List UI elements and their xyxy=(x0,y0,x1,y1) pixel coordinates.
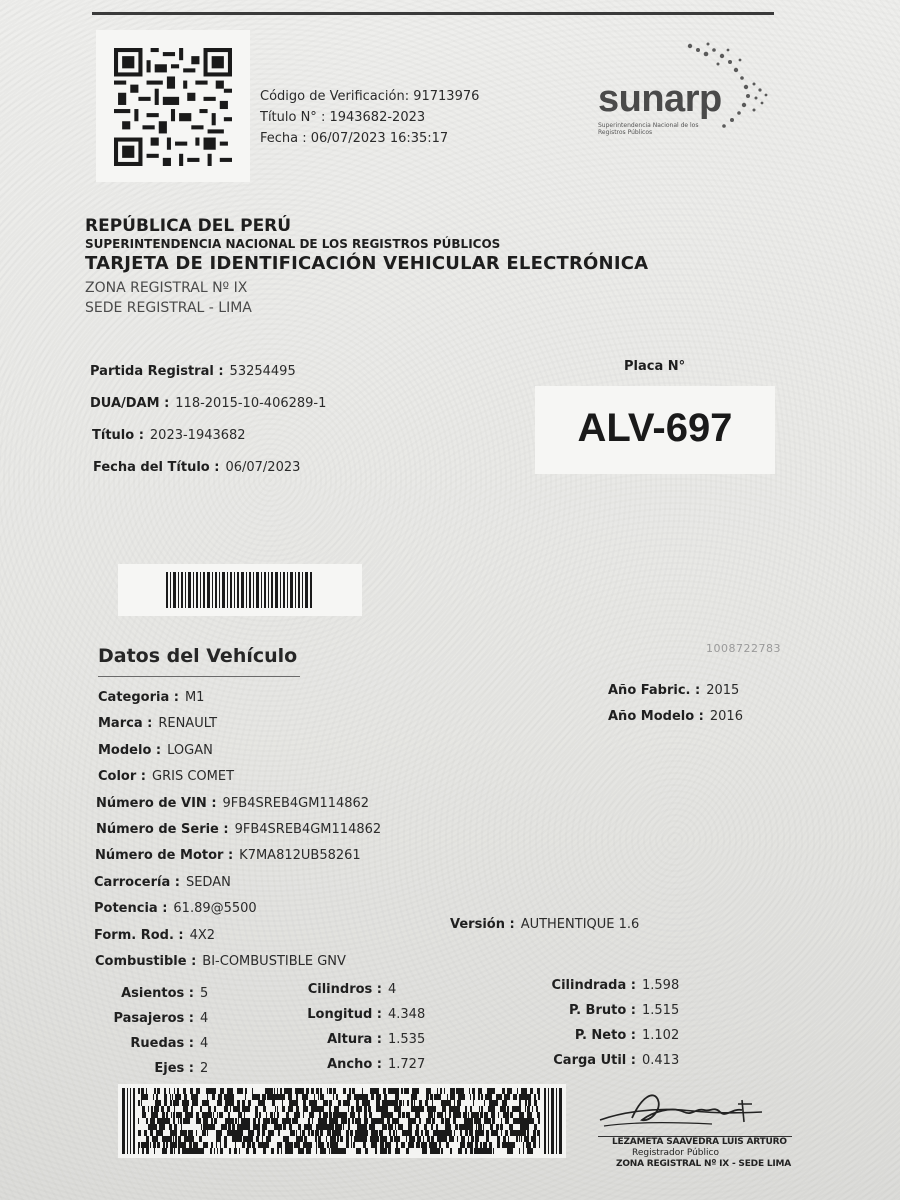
field-label: Ejes : xyxy=(154,1061,194,1076)
field-label: Asientos : xyxy=(121,986,194,1001)
field-label: P. Neto : xyxy=(574,1028,636,1043)
field-value: 2015 xyxy=(706,683,740,698)
field-value: 61.89@5500 xyxy=(173,901,257,917)
small-barcode-icon xyxy=(166,572,316,608)
year-field-row xyxy=(608,707,743,733)
field-value: LOGAN xyxy=(167,742,213,758)
field-label: Modelo : xyxy=(98,742,162,758)
document-header xyxy=(85,216,648,316)
field-value: 2 xyxy=(200,1061,209,1076)
field-value: GRIS COMET xyxy=(152,769,235,785)
section-underline xyxy=(98,676,300,677)
vehicle-field-row xyxy=(94,899,381,925)
field-value: 2023-1943682 xyxy=(149,428,246,443)
placa-panel xyxy=(535,386,775,474)
registrar-name: LEZAMETA SAAVEDRA LUIS ARTURO xyxy=(612,1137,787,1147)
field-value: 4 xyxy=(200,1011,209,1026)
sunarp-logo-subtitle: Superintendencia Nacional de los Registros Públicos xyxy=(598,122,699,136)
registrar-role: Registrador Público xyxy=(632,1148,719,1158)
spec-row xyxy=(530,1026,679,1051)
specs-col-1 xyxy=(100,984,208,1084)
spec-row xyxy=(100,1059,208,1084)
field-value: 4.348 xyxy=(388,1007,426,1022)
spec-row xyxy=(530,1001,679,1026)
field-label: Color : xyxy=(98,769,146,785)
vehicle-field-row xyxy=(96,820,381,846)
verification-info xyxy=(260,86,479,149)
large-barcode-panel xyxy=(118,1084,566,1158)
field-value: 4 xyxy=(200,1036,209,1051)
field-label: Ruedas : xyxy=(130,1036,194,1051)
field-label: Marca : xyxy=(98,716,153,732)
spec-row xyxy=(290,1005,425,1030)
field-label: Año Fabric. : xyxy=(608,683,701,698)
field-value: M1 xyxy=(184,690,205,705)
field-value: 9FB4SREB4GM114862 xyxy=(222,795,370,811)
spec-row xyxy=(290,980,425,1005)
verification-title-number: Título N° : 1943682-2023 xyxy=(260,110,426,125)
vehicle-field-row xyxy=(98,767,381,793)
year-fields xyxy=(608,681,743,733)
small-barcode-panel xyxy=(118,564,362,616)
field-label: Fecha del Título : xyxy=(93,460,220,475)
spec-row xyxy=(100,1009,208,1034)
registro-row xyxy=(93,458,326,490)
field-label: Potencia : xyxy=(94,901,168,917)
registro-info xyxy=(90,362,326,490)
field-value: 1.102 xyxy=(642,1028,680,1043)
field-value: 1.598 xyxy=(642,978,680,993)
field-value: RENAULT xyxy=(158,716,218,732)
vehicle-fields xyxy=(94,688,382,978)
spec-row xyxy=(530,1051,679,1076)
placa-value: ALV-697 xyxy=(577,406,733,450)
field-label: Cilindros : xyxy=(307,982,382,997)
vehicle-field-row xyxy=(94,873,381,899)
field-value: 0.413 xyxy=(642,1053,680,1068)
field-label: Número de VIN : xyxy=(96,795,217,811)
superintendencia-heading: SUPERINTENDENCIA NACIONAL DE LOS REGISTROS PÚBLICOS xyxy=(85,237,501,251)
sunarp-logo xyxy=(594,40,794,150)
registrar-zone: ZONA REGISTRAL Nº IX - SEDE LIMA xyxy=(616,1159,792,1169)
field-label: DUA/DAM : xyxy=(90,396,170,411)
field-value: 1.727 xyxy=(388,1057,426,1072)
field-label: Categoria : xyxy=(98,690,179,705)
qr-code-panel xyxy=(96,30,250,182)
vehicle-field-row xyxy=(95,846,381,872)
field-label: Partida Registral : xyxy=(90,364,224,379)
vehicle-field-row xyxy=(96,794,381,820)
field-value: 4X2 xyxy=(189,927,216,943)
field-value: SEDAN xyxy=(185,874,231,890)
spec-row xyxy=(530,976,679,1001)
field-value: 4 xyxy=(388,982,397,997)
zona-registral: ZONA REGISTRAL Nº IX xyxy=(85,280,248,296)
vehicle-field-row xyxy=(98,688,381,714)
vehicle-field-row xyxy=(95,952,381,978)
sunarp-logo-text: sunarp xyxy=(598,78,722,120)
field-value: 2016 xyxy=(709,709,743,724)
field-label: Año Modelo : xyxy=(608,709,704,724)
vehicle-field-row xyxy=(98,714,381,740)
field-value: 53254495 xyxy=(229,364,296,379)
field-label: Cilindrada : xyxy=(551,978,636,993)
field-value: 118-2015-10-406289-1 xyxy=(175,396,327,411)
verification-date: Fecha : 06/07/2023 16:35:17 xyxy=(260,131,449,146)
pdf417-barcode-icon xyxy=(122,1088,562,1154)
vehicle-section-title: Datos del Vehículo xyxy=(98,645,298,667)
signature-block xyxy=(592,1082,800,1182)
spec-row xyxy=(100,984,208,1009)
field-label: Título : xyxy=(92,428,144,443)
field-label: Número de Serie : xyxy=(96,821,229,837)
field-value: 1.515 xyxy=(642,1003,680,1018)
specs-col-2 xyxy=(290,980,425,1080)
spec-row xyxy=(100,1034,208,1059)
field-label: Carrocería : xyxy=(94,874,180,890)
vehicle-field-row xyxy=(98,741,381,767)
field-value: BI-COMBUSTIBLE GNV xyxy=(202,953,346,969)
registro-row xyxy=(90,362,326,394)
field-label: Versión : xyxy=(450,917,515,932)
field-value: 06/07/2023 xyxy=(225,460,301,475)
field-label: P. Bruto : xyxy=(568,1003,636,1018)
field-value: 1.535 xyxy=(388,1032,426,1047)
registro-row xyxy=(90,394,326,426)
field-label: Form. Rod. : xyxy=(94,927,184,943)
field-label: Número de Motor : xyxy=(95,848,234,864)
document-title: TARJETA DE IDENTIFICACIÓN VEHICULAR ELECTRÓNICA xyxy=(85,253,649,274)
field-label: Altura : xyxy=(327,1032,382,1047)
field-value: AUTHENTIQUE 1.6 xyxy=(520,917,640,932)
sede-registral: SEDE REGISTRAL - LIMA xyxy=(85,300,252,316)
registro-row xyxy=(92,426,326,458)
field-label: Longitud : xyxy=(307,1007,382,1022)
field-label: Combustible : xyxy=(95,953,197,969)
qr-code-icon xyxy=(114,48,232,166)
field-value: 9FB4SREB4GM114862 xyxy=(234,821,382,837)
version-field xyxy=(450,917,639,932)
spec-row xyxy=(290,1030,425,1055)
field-label: Ancho : xyxy=(327,1057,382,1072)
specs-col-3 xyxy=(530,976,679,1076)
republic-heading: REPÚBLICA DEL PERÚ xyxy=(85,216,292,236)
year-field-row xyxy=(608,681,743,707)
signature-icon xyxy=(592,1082,800,1136)
verification-code: Código de Verificación: 91713976 xyxy=(260,89,480,104)
placa-label: Placa N° xyxy=(624,359,686,374)
faint-document-number: 1008722783 xyxy=(706,642,781,655)
top-border-line xyxy=(92,12,774,15)
spec-row xyxy=(290,1055,425,1080)
vehicle-field-row xyxy=(94,926,381,952)
field-label: Pasajeros : xyxy=(113,1011,194,1026)
field-value: 5 xyxy=(200,986,209,1001)
field-label: Carga Util : xyxy=(553,1053,636,1068)
field-value: K7MA812UB58261 xyxy=(239,848,361,864)
